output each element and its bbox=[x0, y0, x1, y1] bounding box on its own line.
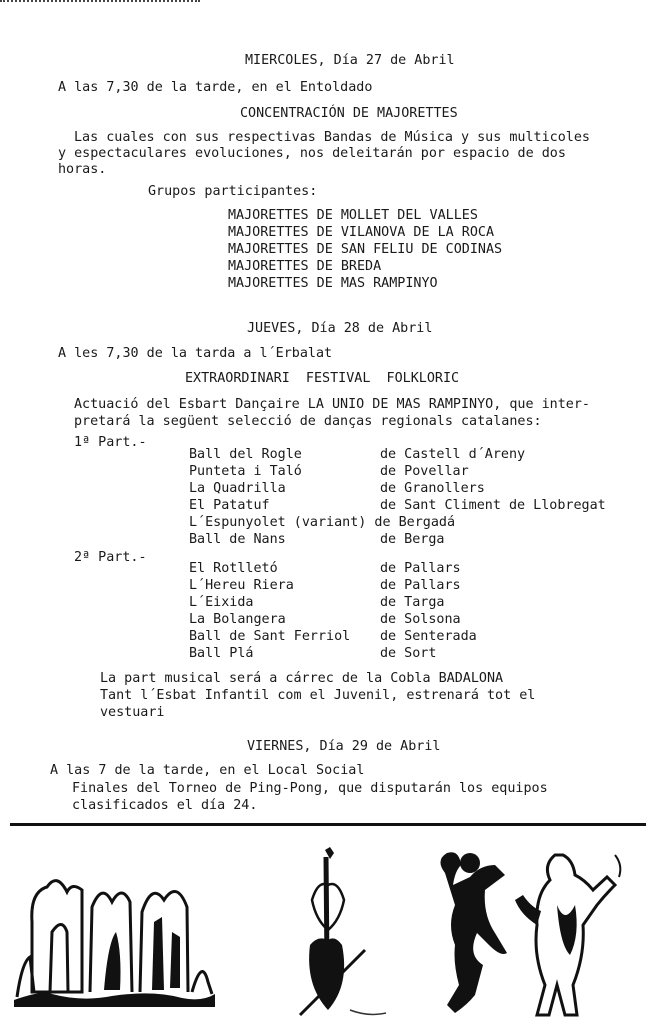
closing-line: Tant l´Esbat Infantil com el Juvenil, estrenará tot el bbox=[100, 688, 536, 703]
intro-friday: A las 7 de la tarde, en el Local Social bbox=[50, 763, 365, 778]
group-item: MAJORETTES DE MAS RAMPINYO bbox=[228, 276, 438, 291]
dance-name: Ball Plá bbox=[189, 646, 254, 661]
top-dotted-mark bbox=[0, 0, 200, 6]
closing-line: vestuari bbox=[100, 705, 165, 720]
body-line: Finales del Torneo de Ping-Pong, que disputarán los equipos bbox=[72, 781, 548, 796]
folk-dancing-couple-illustration bbox=[425, 845, 635, 1020]
dance-name: La Quadrilla bbox=[189, 481, 286, 496]
dance-name: L´Eixida bbox=[189, 595, 254, 610]
closing-line: La part musical será a cárrec de la Cobla BADALONA bbox=[100, 671, 504, 686]
heading-thursday: JUEVES, Día 28 de Abril bbox=[247, 321, 433, 336]
title-majorettes: CONCENTRACIÓN DE MAJORETTES bbox=[240, 106, 458, 121]
dance-name: Ball de Sant Ferriol bbox=[189, 629, 351, 644]
dance-name: El Patatuf bbox=[189, 498, 270, 513]
part-label: 1ª Part.- bbox=[74, 435, 147, 450]
title-festival: EXTRAORDINARI FESTIVAL FOLKLORIC bbox=[185, 371, 460, 386]
dance-name: Ball del Rogle bbox=[189, 447, 302, 462]
divider-rule bbox=[10, 823, 646, 826]
group-item: MAJORETTES DE MOLLET DEL VALLES bbox=[228, 208, 478, 223]
dance-name: La Bolangera bbox=[189, 612, 286, 627]
dance-name: Ball de Nans bbox=[189, 532, 286, 547]
heading-wednesday: MIERCOLES, Día 27 de Abril bbox=[245, 53, 455, 68]
dance-origin: de Pallars bbox=[380, 578, 461, 593]
dance-name: L´Espunyolet (variant) de Bergadá bbox=[189, 515, 456, 530]
dance-origin: de Berga bbox=[380, 532, 445, 547]
groups-label: Grupos participantes: bbox=[148, 184, 318, 199]
dance-origin: de Povellar bbox=[380, 464, 469, 479]
body-line: pretará la següent selecció de danças regionals catalanes: bbox=[74, 414, 542, 429]
heading-friday: VIERNES, Día 29 de Abril bbox=[247, 739, 441, 754]
body-line: horas. bbox=[58, 162, 107, 177]
group-item: MAJORETTES DE SAN FELIU DE CODINAS bbox=[228, 242, 503, 257]
dance-name: L´Hereu Riera bbox=[189, 578, 294, 593]
body-line: Actuació del Esbart Dançaire LA UNIO DE MAS RAMPINYO, que inter- bbox=[74, 397, 590, 412]
instruments-illustration bbox=[290, 845, 390, 1020]
part-label: 2ª Part.- bbox=[74, 550, 147, 565]
dance-origin: de Castell d´Areny bbox=[380, 447, 526, 462]
group-item: MAJORETTES DE VILANOVA DE LA ROCA bbox=[228, 225, 495, 240]
dance-origin: de Pallars bbox=[380, 561, 461, 576]
dancers-circle-illustration bbox=[12, 862, 217, 1007]
dance-origin: de Granollers bbox=[380, 481, 485, 496]
intro-thursday: A les 7,30 de la tarda a l´Erbalat bbox=[58, 346, 333, 361]
dance-name: Punteta i Taló bbox=[189, 464, 302, 479]
dance-origin: de Sort bbox=[380, 646, 437, 661]
dance-origin: de Sant Climent de Llobregat bbox=[380, 498, 606, 513]
intro-wednesday: A las 7,30 de la tarde, en el Entoldado bbox=[58, 80, 373, 95]
dance-name: El Rotlletó bbox=[189, 561, 278, 576]
body-line: Las cuales con sus respectivas Bandas de Música y sus multicoles bbox=[74, 130, 590, 145]
group-item: MAJORETTES DE BREDA bbox=[228, 259, 382, 274]
body-line: y espectaculares evoluciones, nos deleitarán por espacio de dos bbox=[58, 146, 566, 161]
dance-origin: de Solsona bbox=[380, 612, 461, 627]
body-line: clasificados el día 24. bbox=[72, 798, 258, 813]
dance-origin: de Senterada bbox=[380, 629, 477, 644]
dance-origin: de Targa bbox=[380, 595, 445, 610]
